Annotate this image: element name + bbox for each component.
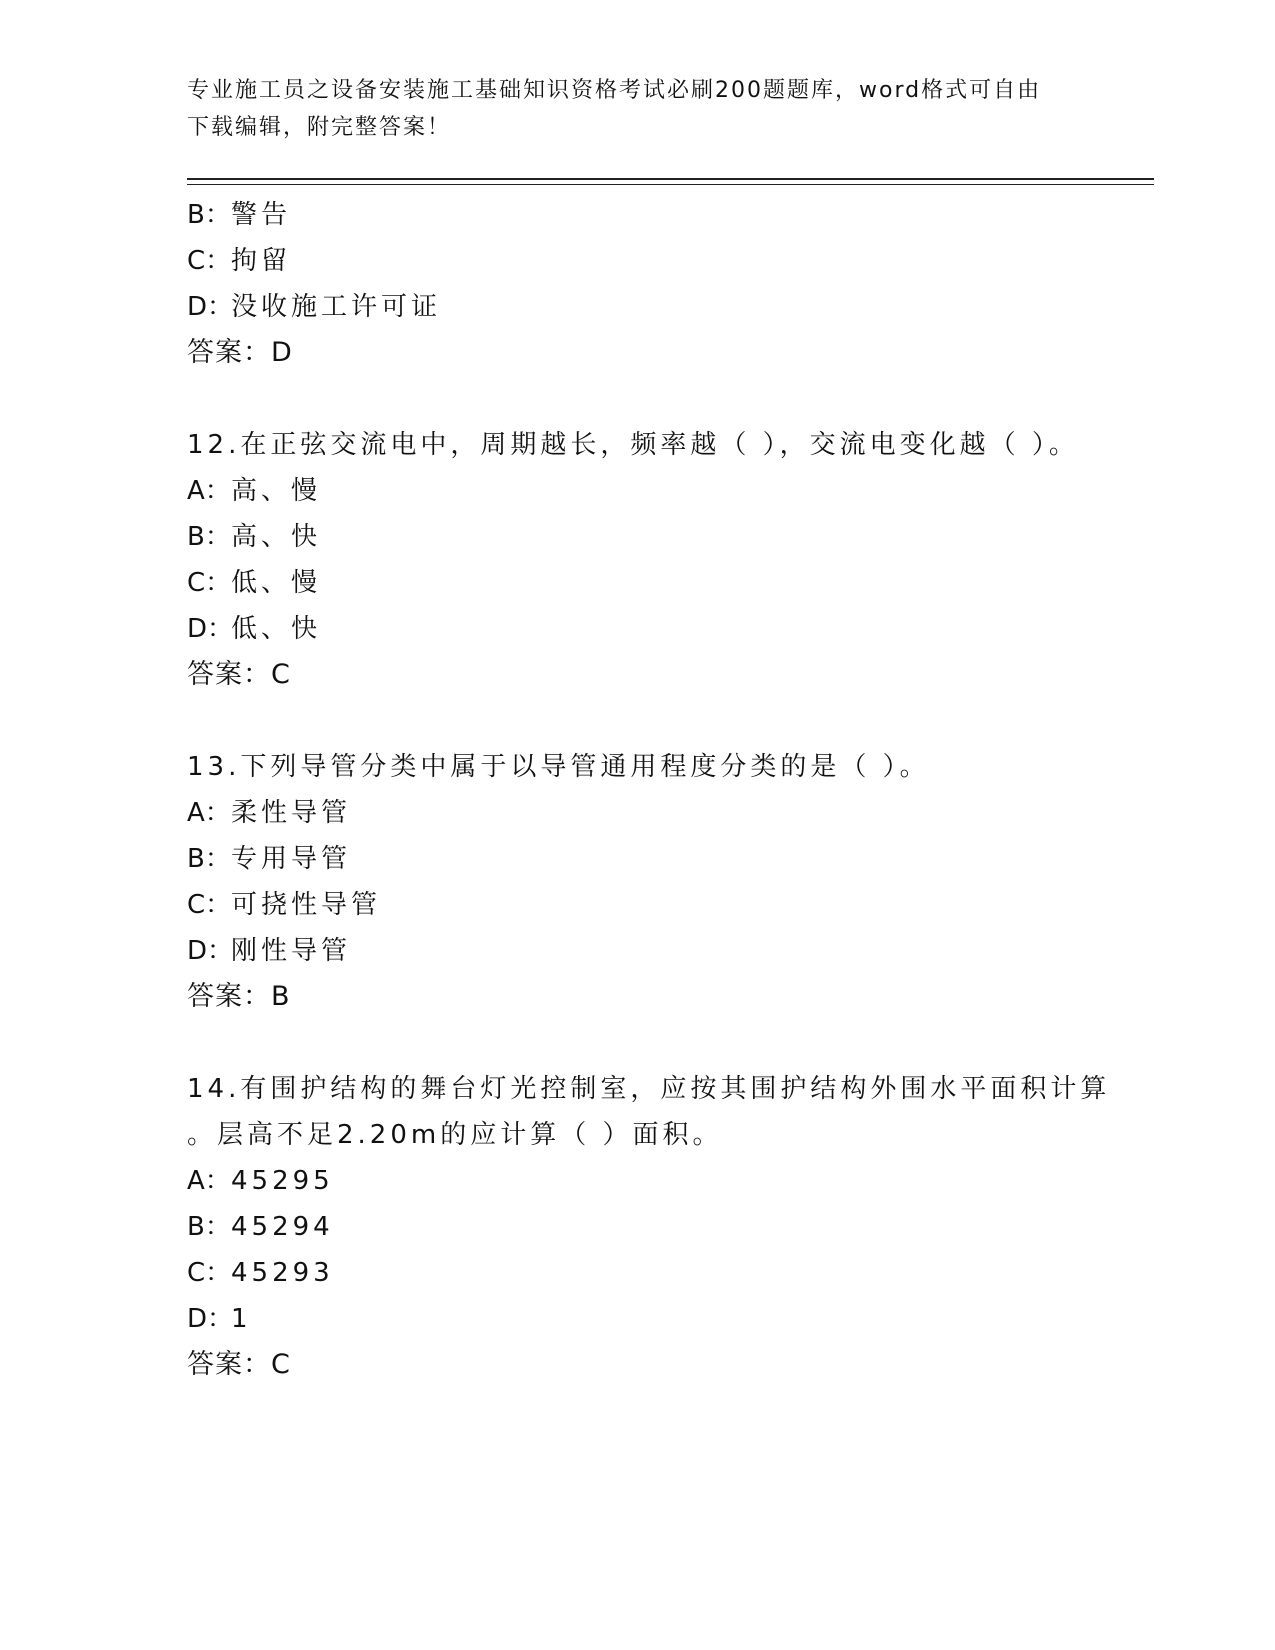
option-key: B： (187, 844, 231, 874)
option-text: 警告 (231, 200, 292, 230)
option-row (187, 238, 1087, 284)
option-row (187, 882, 1087, 928)
option-key: A： (187, 798, 231, 828)
option-key: C： (187, 568, 232, 598)
header-line-2: 下载编辑，附完整答案！ (187, 115, 452, 140)
option-row (187, 284, 1087, 330)
option-text: 45293 (231, 1258, 334, 1288)
option-text: 1 (231, 1304, 252, 1334)
option-row (187, 192, 1087, 238)
option-row (187, 1250, 1087, 1296)
spacer (187, 376, 1087, 422)
header-divider-thick (187, 178, 1154, 180)
option-key: D： (187, 614, 234, 644)
option-row (187, 790, 1087, 836)
option-row (187, 560, 1087, 606)
option-text: 拘留 (231, 246, 292, 276)
option-text: 专用导管 (231, 844, 352, 874)
header-line-1: 专业施工员之设备安装施工基础知识资格考试必刷200题题库，word格式可自由 (187, 78, 1042, 103)
option-text: 45294 (231, 1212, 334, 1242)
spacer (187, 698, 1087, 744)
answer-line: 答案：C (187, 659, 291, 690)
question-14 (187, 1066, 1111, 1388)
question-list (187, 192, 1111, 1388)
option-row (187, 514, 1087, 560)
option-row (187, 1158, 1087, 1204)
question-stem: 12.在正弦交流电中，周期越长，频率越（ ），交流电变化越（ ）。 (187, 430, 1079, 460)
question-11-tail (187, 192, 1087, 376)
answer-line: 答案：C (187, 1349, 291, 1380)
option-row (187, 468, 1087, 514)
option-text: 低、快 (231, 614, 322, 644)
question-stem-line-2: 。层高不足2.20m的应计算（ ）面积。 (187, 1120, 723, 1150)
option-key: C： (187, 246, 232, 276)
question-13 (187, 744, 1087, 1020)
option-text: 柔性导管 (231, 798, 352, 828)
option-row (187, 836, 1087, 882)
option-row (187, 1204, 1087, 1250)
question-12 (187, 422, 1087, 698)
option-key: D： (187, 292, 234, 322)
option-row (187, 1296, 1087, 1342)
option-text: 可挠性导管 (231, 890, 382, 920)
option-key: C： (187, 890, 232, 920)
option-key: B： (187, 200, 231, 230)
option-text: 高、慢 (231, 476, 322, 506)
answer-line: 答案：B (187, 981, 291, 1012)
document-header (187, 72, 1077, 146)
option-key: B： (187, 1212, 231, 1242)
question-stem-line-1: 14.有围护结构的舞台灯光控制室，应按其围护结构外围水平面积计算 (187, 1074, 1111, 1104)
option-text: 低、慢 (231, 568, 322, 598)
option-key: A： (187, 476, 231, 506)
option-key: C： (187, 1258, 232, 1288)
option-row (187, 606, 1087, 652)
option-key: D： (187, 936, 234, 966)
option-key: B： (187, 522, 231, 552)
option-text: 刚性导管 (231, 936, 352, 966)
option-text: 45295 (231, 1166, 334, 1196)
answer-line: 答案：D (187, 337, 293, 368)
option-key: A： (187, 1166, 231, 1196)
header-divider-thin (187, 184, 1154, 185)
spacer (187, 1020, 1087, 1066)
option-row (187, 928, 1087, 974)
question-stem: 13.下列导管分类中属于以导管通用程度分类的是（ ）。 (187, 752, 930, 782)
option-text: 高、快 (231, 522, 322, 552)
option-key: D： (187, 1304, 234, 1334)
option-text: 没收施工许可证 (231, 292, 442, 322)
